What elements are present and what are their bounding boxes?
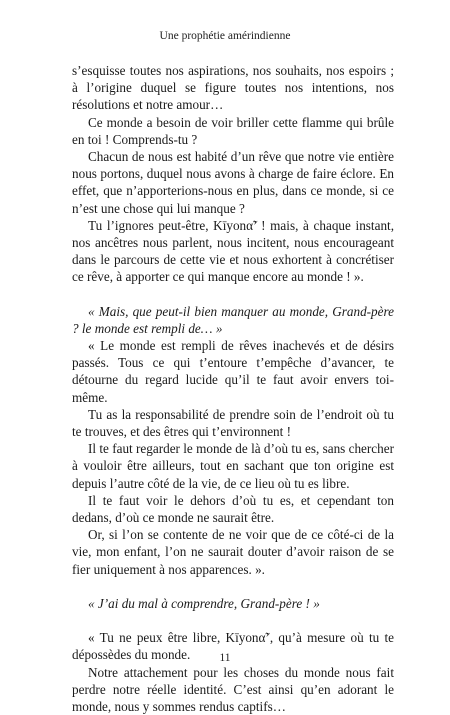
paragraph: Il te faut regarder le monde de là d’où tu es, sans chercher à vouloir être ailleurs, tout en sachant que ton origine est depuis l’autre côté de la vie, de ce lieu où tu es libre. [72, 440, 394, 492]
section-gap [72, 578, 394, 595]
dialogue-question: « J’ai du mal à comprendre, Grand-père ! » [72, 595, 394, 612]
section-gap [72, 612, 394, 629]
section-gap [72, 286, 394, 303]
paragraph: Il te faut voir le dehors d’où tu es, et cependant ton dedans, d’où ce monde ne saurait être. [72, 492, 394, 526]
paragraph: Tu l’ignores peut-être, Kīyonα̃’ ! mais, à chaque instant, nos ancêtres nous parlent, nous incitent, nous encourageant dans le parcours de cette vie et nous exhortent à concrétiser ce rêve, à apporter ce qui manque encore au monde ! ». [72, 217, 394, 286]
running-header: Une prophétie amérindienne [0, 30, 450, 42]
paragraph: Notre attachement pour les choses du monde nous fait perdre notre réelle identité. C’est ainsi qu’en adorant le monde, nous y sommes rendus captifs… [72, 664, 394, 715]
paragraph: « Tu ne peux être libre, Kīyonα̃’, qu’à mesure où tu te dépossèdes du monde. [72, 629, 394, 663]
page-body [72, 62, 394, 715]
paragraph-continuation: s’esquisse toutes nos aspirations, nos souhaits, nos espoirs ; à l’origine duquel se figure toutes nos intentions, nos résolutions et notre amour… [72, 62, 394, 114]
paragraph: « Le monde est rempli de rêves inachevés et de désirs passés. Tous ce qui t’entoure t’empêche d’avancer, te détourne du regard lucide qu’il te faut avoir envers toi-même. [72, 337, 394, 406]
dialogue-question: « Mais, que peut-il bien manquer au monde, Grand-père ? le monde est rempli de… » [72, 303, 394, 337]
paragraph: Ce monde a besoin de voir briller cette flamme qui brûle en toi ! Comprends-tu ? [72, 114, 394, 148]
paragraph: Or, si l’on se contente de ne voir que de ce côté-ci de la vie, mon enfant, l’on ne saurait douter d’avoir raison de se fier uniquement à nos apparences. ». [72, 526, 394, 578]
paragraph: Tu as la responsabilité de prendre soin de l’endroit où tu te trouves, et des êtres qui t’environnent ! [72, 406, 394, 440]
page-number: 11 [0, 652, 450, 664]
paragraph: Chacun de nous est habité d’un rêve que notre vie entière nous portons, duquel nous avons à charge de faire éclore. En effet, que n’apporterions-nous en plus, dans ce monde, si ce n’est une chose qui lui manque ? [72, 148, 394, 217]
